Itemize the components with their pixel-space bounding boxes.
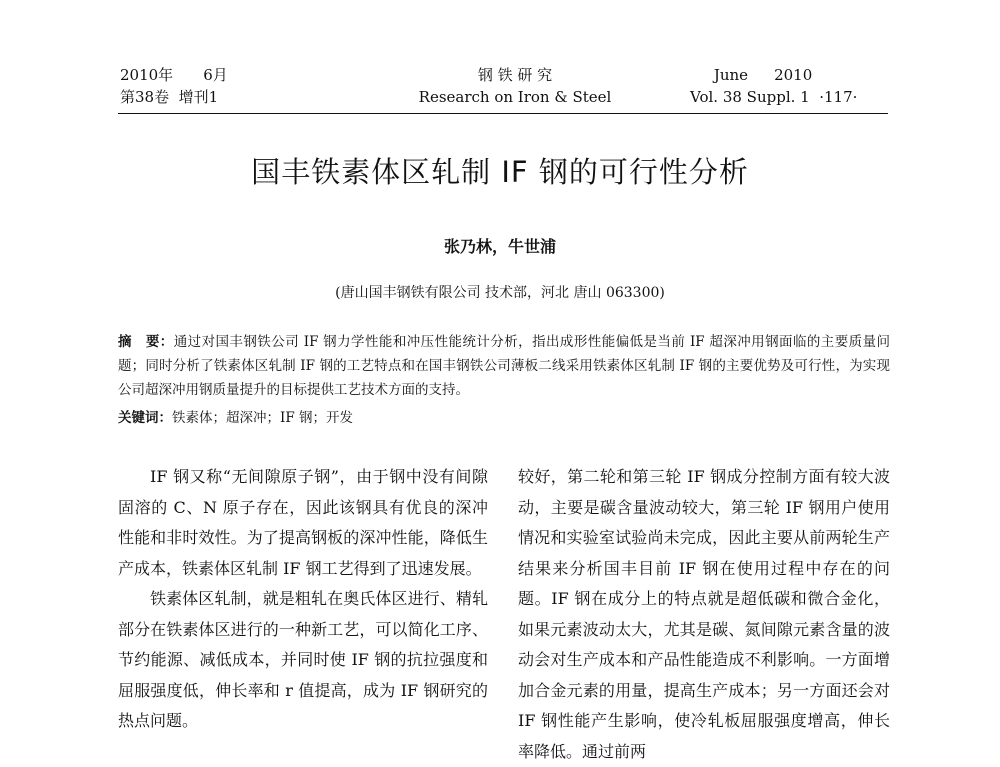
header-volume: 第38卷 bbox=[120, 88, 170, 106]
body-column-left bbox=[118, 462, 488, 737]
header-month: 6月 bbox=[203, 66, 228, 84]
keywords-text: 铁素体；超深冲；IF 钢；开发 bbox=[172, 410, 353, 426]
body-column-right bbox=[518, 462, 890, 767]
paragraph: IF 钢又称“无间隙原子钢”，由于钢中没有间隙固溶的 C、N 原子存在，因此该钢具有优良的深冲性能和非时效性。为了提高钢板的深冲性能，降低生产成本，铁素体区轧制 IF 钢工艺得到了迅速发展。 bbox=[118, 467, 488, 578]
header-left bbox=[120, 64, 228, 108]
abstract-label: 摘 要： bbox=[118, 334, 174, 350]
article-title: 国丰铁素体区轧制 IF 钢的可行性分析 bbox=[251, 155, 749, 189]
paragraph: 较好，第二轮和第三轮 IF 钢成分控制方面有较大波动，主要是碳含量波动较大，第三轮 IF 钢用户使用情况和实验室试验尚未完成，因此主要从前两轮生产结果来分析国丰目前 IF 钢在使用过程中存在的问题。IF 钢在成分上的特点就是超低碳和微合金化，如果元素波动太大，尤其是碳、氮间隙元素含量的波动会对生产成本和产品性能造成不利影响。一方面增加合金元素的用量，提高生产成本；另一方面还会对 IF 钢性能产生影响，使冷轧板屈服强度增高，伸长率降低。通过前两 bbox=[518, 467, 890, 761]
header-right bbox=[690, 64, 857, 108]
header-year-en: 2010 bbox=[774, 66, 813, 84]
page-number: ·117· bbox=[819, 88, 858, 106]
header-center bbox=[395, 64, 635, 108]
affiliation: (唐山国丰钢铁有限公司 技术部，河北 唐山 063300) bbox=[335, 285, 665, 301]
journal-title-cn: 钢 铁 研 究 bbox=[477, 66, 553, 84]
keywords bbox=[118, 406, 890, 430]
abstract-text: 通过对国丰钢铁公司 IF 钢力学性能和冲压性能统计分析，指出成形性能偏低是当前 IF 超深冲用钢面临的主要质量问题；同时分析了铁素体区轧制 IF 钢的工艺特点和在国丰钢铁公司薄板二线采用铁素体区轧制 IF 钢的主要优势及可行性，为实现公司超深冲用钢质量提升的目标提供工艺技术方面的支持。 bbox=[118, 334, 891, 398]
abstract bbox=[118, 330, 890, 402]
paragraph: 铁素体区轧制，就是粗轧在奥氏体区进行、精轧部分在铁素体区进行的一种新工艺，可以简化工序、节约能源、减低成本，并同时使 IF 钢的抗拉强度和屈服强度低，伸长率和 r 值提高，成为 IF 钢研究的热点问题。 bbox=[118, 589, 488, 730]
header-suppl: 增刊1 bbox=[178, 88, 219, 106]
header-rule bbox=[118, 113, 888, 114]
header-year: 2010年 bbox=[120, 66, 174, 84]
header-vol-en: Vol. 38 Suppl. 1 bbox=[690, 88, 810, 106]
keywords-label: 关键词： bbox=[118, 410, 172, 426]
journal-title-en: Research on Iron & Steel bbox=[418, 88, 612, 106]
authors: 张乃林，牛世浦 bbox=[443, 237, 556, 256]
header-month-en: June bbox=[713, 66, 749, 84]
